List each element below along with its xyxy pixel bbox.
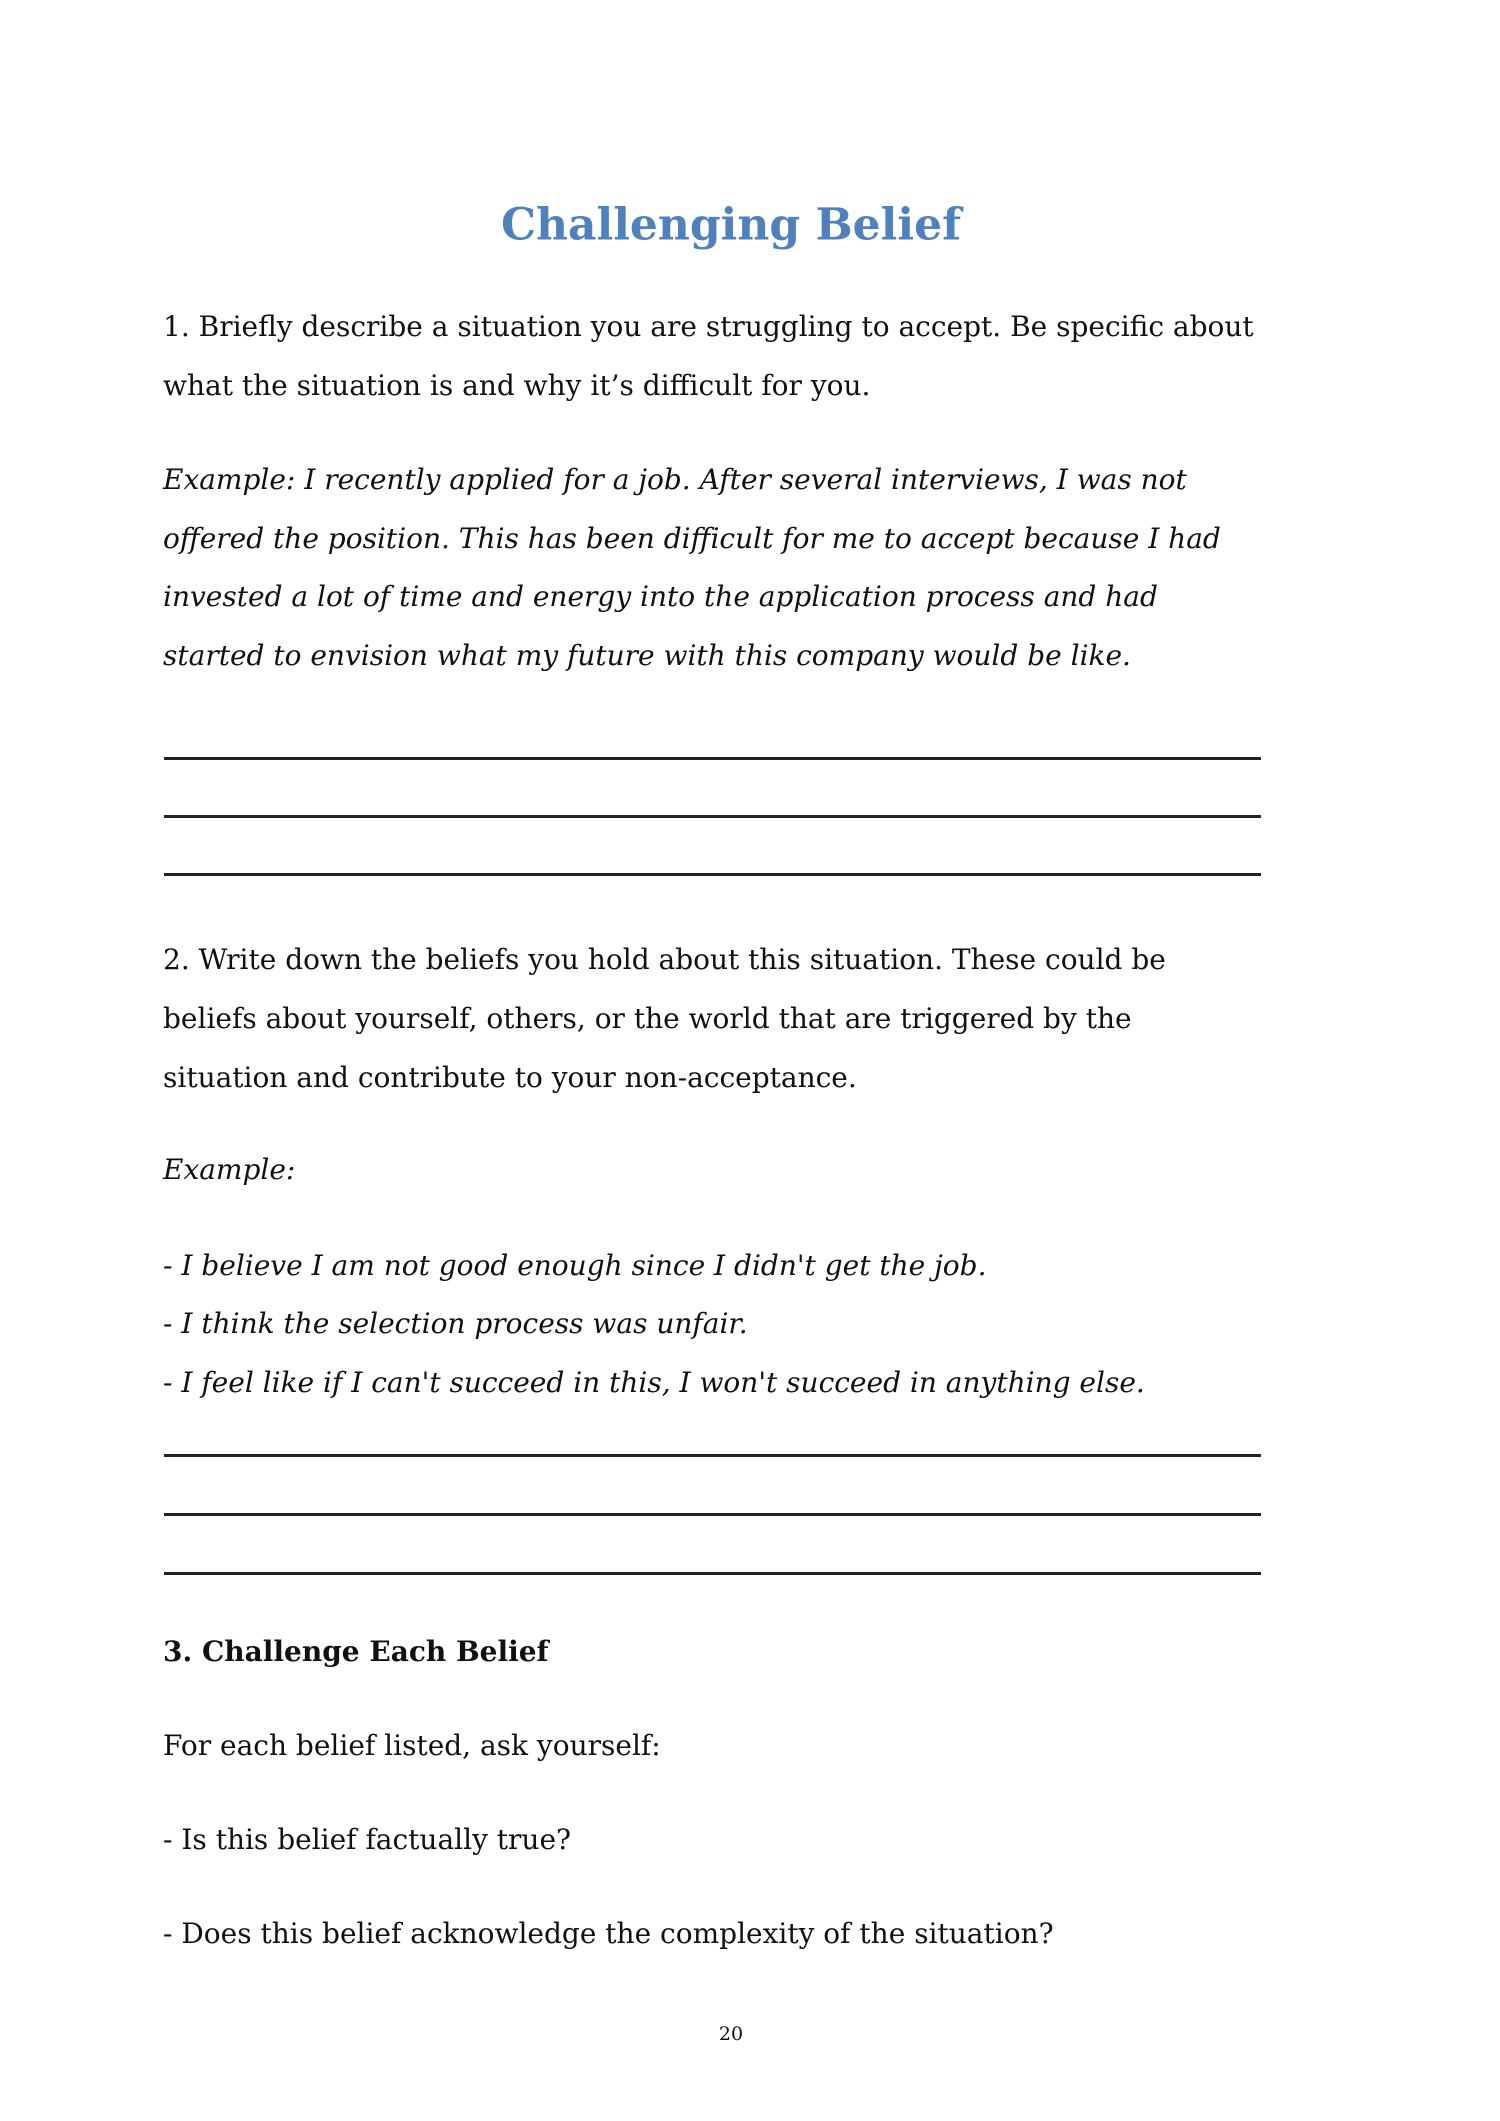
q2-example-item: - I believe I am not good enough since I didn't get the job.	[163, 1249, 987, 1282]
q1-example: Example: I recently applied for a job. After several interviews, I was not	[163, 463, 1187, 496]
page-number: 20	[718, 2023, 744, 2045]
q2-text: beliefs about yourself, others, or the world that are triggered by the	[163, 1002, 1132, 1035]
answer-line[interactable]	[164, 815, 1261, 818]
q3-intro: For each belief listed, ask yourself:	[163, 1729, 661, 1762]
q3-question: - Is this belief factually true?	[163, 1823, 572, 1856]
q2-example-item: - I feel like if I can't succeed in this, I won't succeed in anything else.	[163, 1366, 1145, 1399]
q2-example-label: Example:	[163, 1153, 296, 1186]
page-title: Challenging Belief	[500, 199, 962, 251]
answer-line[interactable]	[164, 873, 1261, 876]
q2-text: 2. Write down the beliefs you hold about this situation. These could be	[163, 943, 1166, 976]
q1-example: offered the position. This has been difficult for me to accept because I had	[163, 522, 1221, 555]
answer-line[interactable]	[164, 1513, 1261, 1516]
q1-text: 1. Briefly describe a situation you are struggling to accept. Be specific about	[163, 310, 1254, 343]
q1-text: what the situation is and why it’s difficult for you.	[163, 369, 871, 402]
q2-example-item: - I think the selection process was unfair.	[163, 1307, 748, 1340]
q2-text: situation and contribute to your non-acceptance.	[163, 1061, 857, 1094]
q1-example: started to envision what my future with this company would be like.	[163, 639, 1131, 672]
q1-example: invested a lot of time and energy into the application process and had	[163, 580, 1158, 613]
answer-line[interactable]	[164, 1572, 1261, 1575]
q3-heading: 3. Challenge Each Belief	[163, 1635, 549, 1668]
q3-question: - Does this belief acknowledge the complexity of the situation?	[163, 1917, 1054, 1950]
answer-line[interactable]	[164, 757, 1261, 760]
answer-line[interactable]	[164, 1454, 1261, 1457]
